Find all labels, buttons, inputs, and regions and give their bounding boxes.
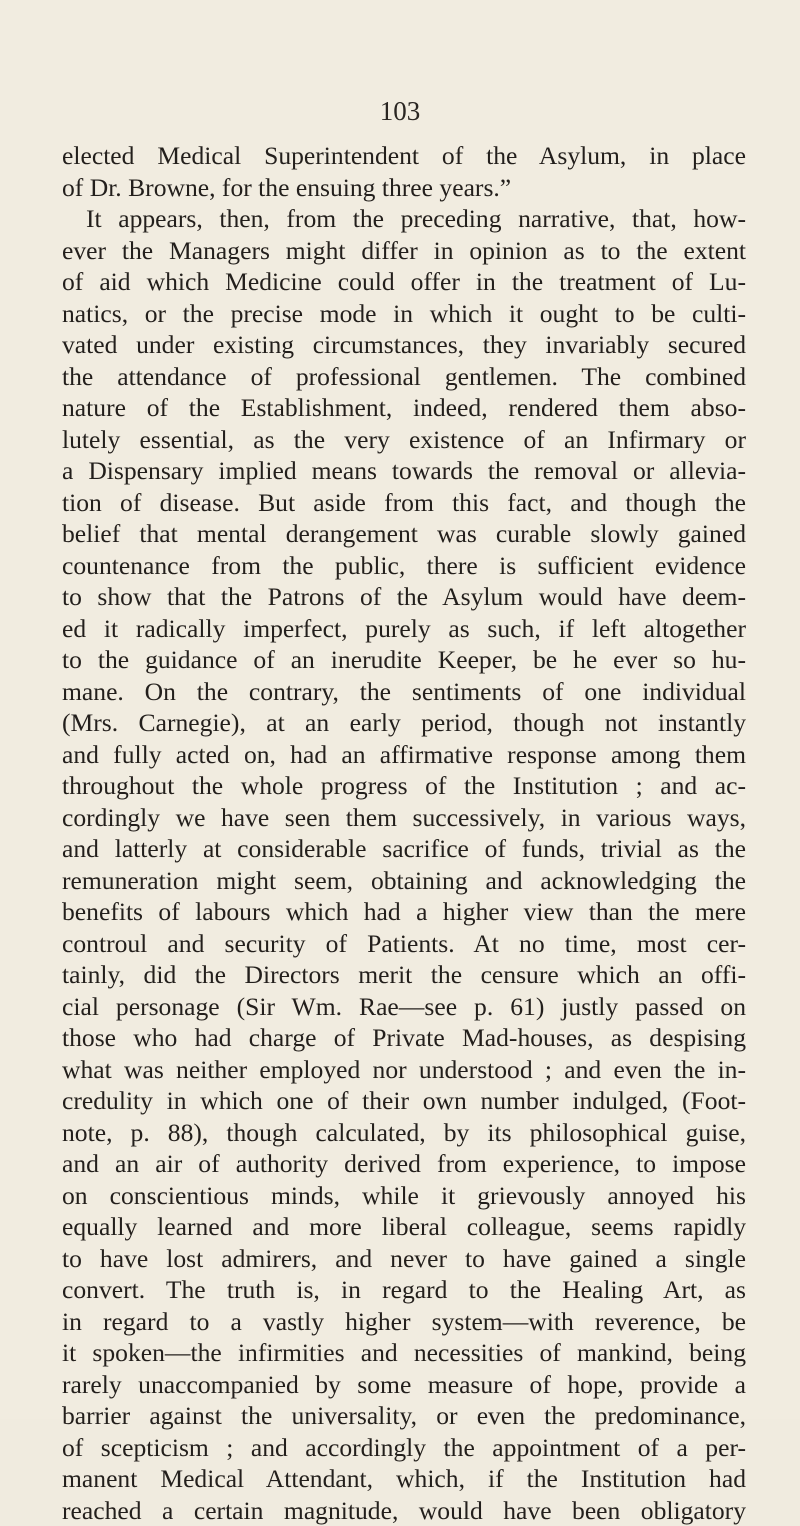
text-line: what was neither employed nor understood ; and even the in- (62, 1054, 746, 1086)
page-number: 103 (0, 96, 800, 127)
text-line: reached a certain magnitude, would have been obligatory (62, 1495, 746, 1526)
text-line: credulity in which one of their own number indulged, (Foot- (62, 1085, 746, 1117)
text-line: manent Medical Attendant, which, if the Institution had (62, 1463, 746, 1495)
text-line: convert. The truth is, in regard to the Healing Art, as (62, 1274, 746, 1306)
text-line: on conscientious minds, while it grievously annoyed his (62, 1180, 746, 1212)
text-line: cial personage (Sir Wm. Rae—see p. 61) justly passed on (62, 991, 746, 1023)
text-line: note, p. 88), though calculated, by its philosophical guise, (62, 1117, 746, 1149)
text-line: ever the Managers might differ in opinion as to the extent (62, 235, 746, 267)
text-line: and fully acted on, had an affirmative response among them (62, 739, 746, 771)
text-line: the attendance of professional gentlemen. The combined (62, 361, 746, 393)
text-line: of scepticism ; and accordingly the appointment of a per- (62, 1432, 746, 1464)
text-line: remuneration might seem, obtaining and acknowledging the (62, 865, 746, 897)
text-line: to have lost admirers, and never to have gained a single (62, 1243, 746, 1275)
text-line: and latterly at considerable sacrifice of funds, trivial as the (62, 833, 746, 865)
text-line: mane. On the contrary, the sentiments of one individual (62, 676, 746, 708)
text-line: to show that the Patrons of the Asylum would have deem- (62, 581, 746, 613)
text-line: benefits of labours which had a higher view than the mere (62, 896, 746, 928)
text-line: of aid which Medicine could offer in the treatment of Lu- (62, 266, 746, 298)
text-line: it spoken—the infirmities and necessities of mankind, being (62, 1337, 746, 1369)
text-line: cordingly we have seen them successively, in various ways, (62, 802, 746, 834)
text-line: in regard to a vastly higher system—with reverence, be (62, 1306, 746, 1338)
text-line: rarely unaccompanied by some measure of hope, provide a (62, 1369, 746, 1401)
text-line: belief that mental derangement was curable slowly gained (62, 518, 746, 550)
text-line: those who had charge of Private Mad-houses, as despising (62, 1022, 746, 1054)
text-line: (Mrs. Carnegie), at an early period, though not instantly (62, 707, 746, 739)
text-line: tainly, did the Directors merit the censure which an offi- (62, 959, 746, 991)
text-line: natics, or the precise mode in which it ought to be culti- (62, 298, 746, 330)
text-line: elected Medical Superintendent of the Asylum, in place (62, 140, 746, 172)
text-line: lutely essential, as the very existence of an Infirmary or (62, 424, 746, 456)
body-text (62, 140, 746, 1526)
text-line: throughout the whole progress of the Institution ; and ac- (62, 770, 746, 802)
text-line: It appears, then, from the preceding narrative, that, how- (62, 203, 746, 235)
text-line: countenance from the public, there is sufficient evidence (62, 550, 746, 582)
text-line: nature of the Establishment, indeed, rendered them abso- (62, 392, 746, 424)
text-line: tion of disease. But aside from this fact, and though the (62, 487, 746, 519)
text-line: a Dispensary implied means towards the removal or allevia- (62, 455, 746, 487)
text-line: barrier against the universality, or even the predominance, (62, 1400, 746, 1432)
text-line: of Dr. Browne, for the ensuing three years.” (62, 172, 746, 204)
text-line: controul and security of Patients. At no time, most cer- (62, 928, 746, 960)
text-line: ed it radically imperfect, purely as such, if left altogether (62, 613, 746, 645)
text-line: and an air of authority derived from experience, to impose (62, 1148, 746, 1180)
text-line: to the guidance of an inerudite Keeper, be he ever so hu- (62, 644, 746, 676)
text-line: vated under existing circumstances, they invariably secured (62, 329, 746, 361)
text-line: equally learned and more liberal colleague, seems rapidly (62, 1211, 746, 1243)
